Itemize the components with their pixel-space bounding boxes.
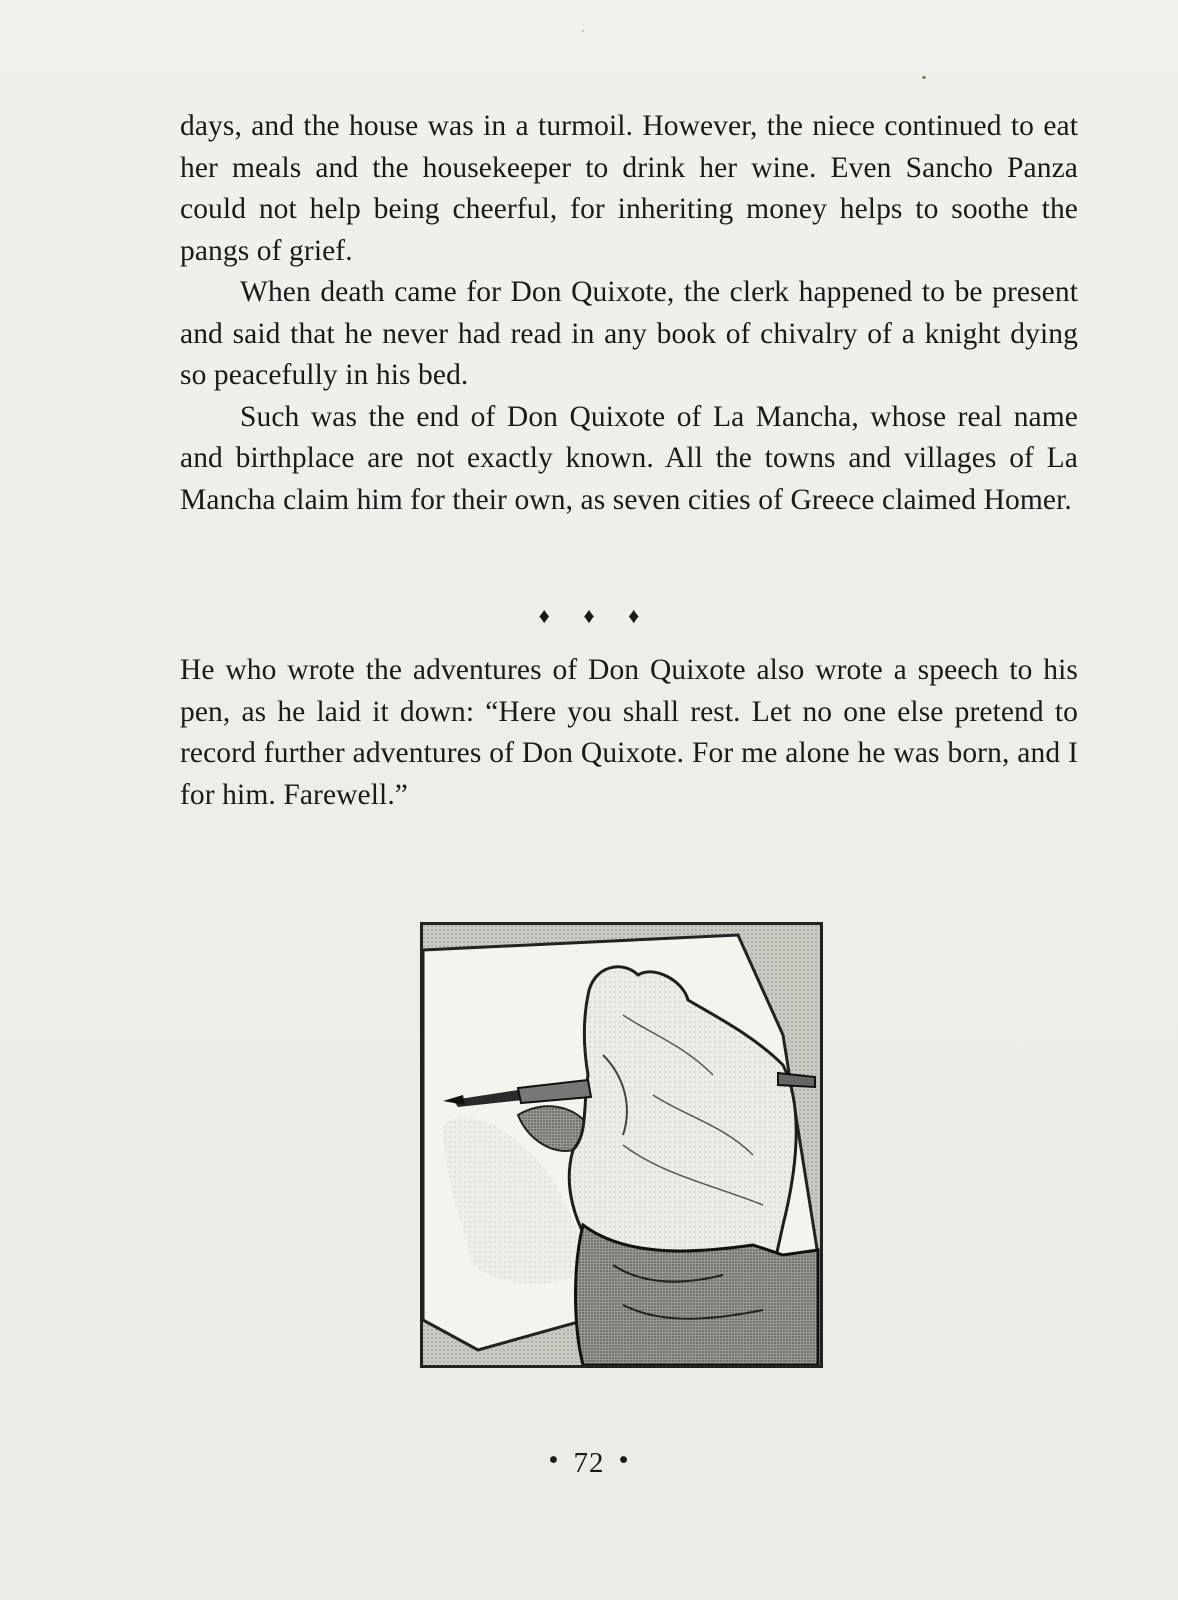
paragraph: He who wrote the adventures of Don Quixote also wrote a speech to his pen, as he laid it down: “Here you shall rest. Let no one else pretend to record further adventures of Don Quixote. For me alone he was born, and I for him. Farewell.” <box>180 654 1078 811</box>
illustration-drawing <box>423 925 820 1365</box>
paragraph: days, and the house was in a turmoil. However, the niece continued to eat her meals and the housekeeper to drink her wine. Even Sancho Panza could not help being cheerful, for inheriting money helps to soothe the pangs of grief. <box>180 110 1078 267</box>
paragraph: When death came for Don Quixote, the clerk happened to be present and said that he never had read in any book of chivalry of a knight dying so peacefully in his bed. <box>180 276 1078 391</box>
hand-with-quill-illustration <box>420 922 823 1368</box>
page-number: 72 <box>573 1447 605 1479</box>
paper-speck <box>582 30 584 32</box>
section-break-ornament: ♦ ♦ ♦ <box>538 603 654 628</box>
folio-dot: • <box>548 1444 560 1476</box>
paragraph: Such was the end of Don Quixote of La Mancha, whose real name and birthplace are not exactly known. All the towns and villages of La Mancha claim him for their own, as seven cities of Greece claimed Homer. <box>180 400 1078 516</box>
body-text-section-2 <box>180 650 1078 816</box>
body-text-section-1 <box>180 106 1078 521</box>
folio-dot: • <box>618 1444 630 1476</box>
page-number-footer <box>0 1444 1178 1480</box>
paper-speck <box>922 76 926 79</box>
